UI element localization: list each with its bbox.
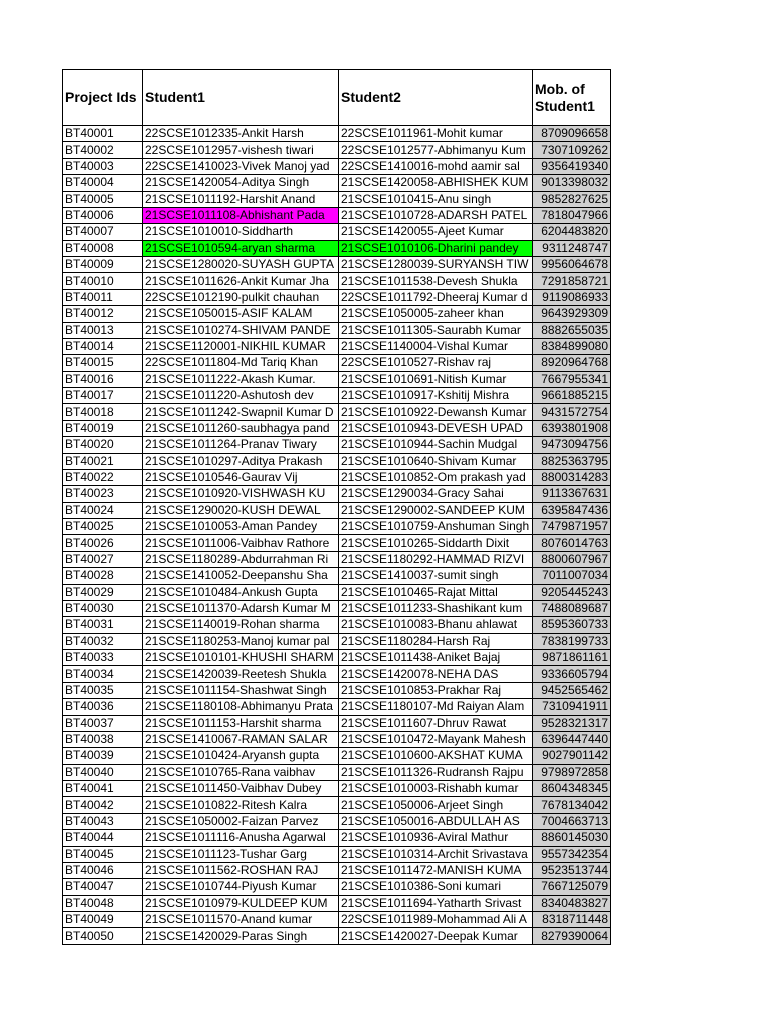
mobile-cell[interactable]: 9356419340 (533, 158, 611, 174)
project-id-cell[interactable]: BT40013 (63, 322, 143, 338)
student1-cell[interactable]: 21SCSE1050015-ASIF KALAM (143, 306, 339, 322)
table-row (63, 486, 611, 502)
mobile-cell[interactable]: 8340483827 (533, 895, 611, 911)
mobile-cell[interactable]: 9473094756 (533, 437, 611, 453)
student1-cell[interactable]: 22SCSE1012335-Ankit Harsh (143, 126, 339, 142)
student1-cell[interactable]: 22SCSE1410023-Vivek Manoj yad (143, 158, 339, 174)
student2-cell[interactable]: 21SCSE1010386-Soni kumari (339, 879, 533, 895)
mobile-cell[interactable]: 9523513744 (533, 862, 611, 878)
table-row (63, 519, 611, 535)
table-row (63, 912, 611, 928)
table-row (63, 650, 611, 666)
student1-cell[interactable]: 21SCSE1011562-ROSHAN RAJ (143, 862, 339, 878)
table-row (63, 846, 611, 862)
student2-cell[interactable]: 21SCSE1011233-Shashikant kum (339, 600, 533, 616)
student2-cell[interactable]: 21SCSE1420027-Deepak Kumar (339, 928, 533, 944)
student1-cell[interactable]: 21SCSE1011154-Shashwat Singh (143, 682, 339, 698)
table-row (63, 781, 611, 797)
student2-cell[interactable]: 21SCSE1011305-Saurabh Kumar (339, 322, 533, 338)
student1-cell[interactable]: 21SCSE1180253-Manoj kumar pal (143, 633, 339, 649)
project-id-cell[interactable]: BT40040 (63, 764, 143, 780)
table-row (63, 142, 611, 158)
student1-cell[interactable]: 21SCSE1010484-Ankush Gupta (143, 584, 339, 600)
project-id-cell[interactable]: BT40039 (63, 748, 143, 764)
mobile-cell[interactable]: 8604348345 (533, 781, 611, 797)
project-id-cell[interactable]: BT40002 (63, 142, 143, 158)
mobile-cell[interactable]: 8825363795 (533, 453, 611, 469)
student1-cell[interactable]: 21SCSE1010920-VISHWASH KU (143, 486, 339, 502)
table-row (63, 126, 611, 142)
project-id-cell[interactable]: BT40034 (63, 666, 143, 682)
mobile-cell[interactable]: 7291858721 (533, 273, 611, 289)
project-id-cell[interactable]: BT40026 (63, 535, 143, 551)
student2-cell[interactable]: 21SCSE1420058-ABHISHEK KUM (339, 175, 533, 191)
project-id-cell[interactable]: BT40037 (63, 715, 143, 731)
table-row (63, 191, 611, 207)
student2-cell[interactable]: 21SCSE1011694-Yatharth Srivast (339, 895, 533, 911)
table-row (63, 764, 611, 780)
mobile-cell[interactable]: 7307109262 (533, 142, 611, 158)
project-id-cell[interactable]: BT40017 (63, 388, 143, 404)
student2-cell[interactable]: 21SCSE1010083-Bhanu ahlawat (339, 617, 533, 633)
mobile-cell[interactable]: 9871861161 (533, 650, 611, 666)
student2-cell[interactable]: 21SCSE1011472-MANISH KUMA (339, 862, 533, 878)
student1-cell[interactable]: 22SCSE1011804-Md Tariq Khan (143, 355, 339, 371)
student1-cell[interactable]: 21SCSE1420054-Aditya Singh (143, 175, 339, 191)
project-id-cell[interactable]: BT40006 (63, 207, 143, 223)
project-id-cell[interactable]: BT40015 (63, 355, 143, 371)
table-row (63, 600, 611, 616)
table-row (63, 879, 611, 895)
table-row (63, 175, 611, 191)
student1-cell[interactable]: 21SCSE1010822-Ritesh Kalra (143, 797, 339, 813)
student1-cell[interactable]: 21SCSE1011570-Anand kumar (143, 912, 339, 928)
header-row (63, 70, 611, 126)
project-id-cell[interactable]: BT40033 (63, 650, 143, 666)
mobile-cell[interactable]: 9311248747 (533, 240, 611, 256)
mobile-cell[interactable]: 7011007034 (533, 568, 611, 584)
student1-cell[interactable]: 21SCSE1011450-Vaibhav Dubey (143, 781, 339, 797)
project-id-cell[interactable]: BT40011 (63, 289, 143, 305)
mobile-cell[interactable]: 7838199733 (533, 633, 611, 649)
mobile-cell[interactable]: 9119086933 (533, 289, 611, 305)
student2-cell[interactable]: 21SCSE1280039-SURYANSH TIW (339, 257, 533, 273)
mobile-cell[interactable]: 9431572754 (533, 404, 611, 420)
header-student2[interactable]: Student2 (339, 70, 533, 126)
student1-cell[interactable]: 21SCSE1010424-Aryansh gupta (143, 748, 339, 764)
student1-cell[interactable]: 21SCSE1410067-RAMAN SALAR (143, 731, 339, 747)
student1-cell[interactable]: 21SCSE1280020-SUYASH GUPTA (143, 257, 339, 273)
mobile-cell[interactable]: 8318711448 (533, 912, 611, 928)
mobile-cell[interactable]: 7667125079 (533, 879, 611, 895)
student2-cell[interactable]: 21SCSE1010728-ADARSH PATEL (339, 207, 533, 223)
mobile-cell[interactable]: 6396447440 (533, 731, 611, 747)
table-row (63, 584, 611, 600)
table-row (63, 830, 611, 846)
header-student1[interactable]: Student1 (143, 70, 339, 126)
table-row (63, 699, 611, 715)
mobile-cell[interactable]: 9852827625 (533, 191, 611, 207)
table-body (63, 126, 611, 945)
project-id-cell[interactable]: BT40028 (63, 568, 143, 584)
student2-cell[interactable]: 21SCSE1050005-zaheer khan (339, 306, 533, 322)
table-row (63, 338, 611, 354)
table-row (63, 797, 611, 813)
project-id-cell[interactable]: BT40024 (63, 502, 143, 518)
project-id-cell[interactable]: BT40030 (63, 600, 143, 616)
project-id-cell[interactable]: BT40042 (63, 797, 143, 813)
project-id-cell[interactable]: BT40008 (63, 240, 143, 256)
student1-cell[interactable]: 21SCSE1010744-Piyush Kumar (143, 879, 339, 895)
student1-cell[interactable]: 21SCSE1010010-Siddharth (143, 224, 339, 240)
student1-cell[interactable]: 21SCSE1010053-Aman Pandey (143, 519, 339, 535)
mobile-cell[interactable]: 8882655035 (533, 322, 611, 338)
table-row (63, 551, 611, 567)
student2-cell[interactable]: 21SCSE1050016-ABDULLAH AS (339, 813, 533, 829)
table-row (63, 928, 611, 944)
project-id-cell[interactable]: BT40047 (63, 879, 143, 895)
table-row (63, 158, 611, 174)
mobile-cell[interactable]: 9956064678 (533, 257, 611, 273)
student1-cell[interactable]: 21SCSE1420029-Paras Singh (143, 928, 339, 944)
student1-cell[interactable]: 21SCSE1011242-Swapnil Kumar D (143, 404, 339, 420)
student1-cell[interactable]: 21SCSE1140019-Rohan sharma (143, 617, 339, 633)
mobile-cell[interactable]: 9113367631 (533, 486, 611, 502)
table-row (63, 453, 611, 469)
table-row (63, 617, 611, 633)
project-id-cell[interactable]: BT40044 (63, 830, 143, 846)
mobile-cell[interactable]: 9557342354 (533, 846, 611, 862)
project-id-cell[interactable]: BT40038 (63, 731, 143, 747)
mobile-cell[interactable]: 9205445243 (533, 584, 611, 600)
student1-cell[interactable]: 21SCSE1290020-KUSH DEWAL (143, 502, 339, 518)
student2-cell[interactable]: 21SCSE1010853-Prakhar Raj (339, 682, 533, 698)
mobile-cell[interactable]: 7310941911 (533, 699, 611, 715)
table-row (63, 633, 611, 649)
project-id-cell[interactable]: BT40025 (63, 519, 143, 535)
mobile-cell[interactable]: 9798972858 (533, 764, 611, 780)
student2-cell[interactable]: 21SCSE1010600-AKSHAT KUMA (339, 748, 533, 764)
student1-cell[interactable]: 21SCSE1011260-saubhagya pand (143, 420, 339, 436)
student2-cell[interactable]: 21SCSE1010691-Nitish Kumar (339, 371, 533, 387)
table-row (63, 322, 611, 338)
student2-cell[interactable]: 21SCSE1410037-sumit singh (339, 568, 533, 584)
project-id-cell[interactable]: BT40012 (63, 306, 143, 322)
student2-cell[interactable]: 21SCSE1010465-Rajat Mittal (339, 584, 533, 600)
student2-cell[interactable]: 21SCSE1010003-Rishabh kumar (339, 781, 533, 797)
student1-cell[interactable]: 21SCSE1010297-Aditya Prakash (143, 453, 339, 469)
mobile-cell[interactable]: 7488089687 (533, 600, 611, 616)
student2-cell[interactable]: 21SCSE1420055-Ajeet Kumar (339, 224, 533, 240)
mobile-cell[interactable]: 9661885215 (533, 388, 611, 404)
mobile-cell[interactable]: 7479871957 (533, 519, 611, 535)
table-row (63, 289, 611, 305)
table-row (63, 257, 611, 273)
student1-cell[interactable]: 21SCSE1420039-Reetesh Shukla (143, 666, 339, 682)
student1-cell[interactable]: 21SCSE1011153-Harshit sharma (143, 715, 339, 731)
student2-cell[interactable]: 21SCSE1010944-Sachin Mudgal (339, 437, 533, 453)
project-id-cell[interactable]: BT40007 (63, 224, 143, 240)
table-row (63, 895, 611, 911)
student1-cell[interactable]: 21SCSE1050002-Faizan Parvez (143, 813, 339, 829)
project-id-cell[interactable]: BT40036 (63, 699, 143, 715)
project-id-cell[interactable]: BT40020 (63, 437, 143, 453)
mobile-cell[interactable]: 6393801908 (533, 420, 611, 436)
mobile-cell[interactable]: 8384899080 (533, 338, 611, 354)
student1-cell[interactable]: 21SCSE1010274-SHIVAM PANDE (143, 322, 339, 338)
student2-cell[interactable]: 21SCSE1010106-Dharini pandey (339, 240, 533, 256)
student1-cell[interactable]: 21SCSE1120001-NIKHIL KUMAR (143, 338, 339, 354)
project-id-cell[interactable]: BT40018 (63, 404, 143, 420)
project-id-cell[interactable]: BT40027 (63, 551, 143, 567)
project-id-cell[interactable]: BT40031 (63, 617, 143, 633)
header-project-ids[interactable]: Project Ids (63, 70, 143, 126)
student2-cell[interactable]: 21SCSE1010640-Shivam Kumar (339, 453, 533, 469)
project-id-cell[interactable]: BT40032 (63, 633, 143, 649)
student2-cell[interactable]: 21SCSE1180292-HAMMAD RIZVI (339, 551, 533, 567)
student1-cell[interactable]: 22SCSE1012957-vishesh tiwari (143, 142, 339, 158)
student2-cell[interactable]: 21SCSE1010314-Archit Srivastava (339, 846, 533, 862)
project-id-cell[interactable]: BT40004 (63, 175, 143, 191)
student2-cell[interactable]: 21SCSE1050006-Arjeet Singh (339, 797, 533, 813)
mobile-cell[interactable]: 7818047966 (533, 207, 611, 223)
table-row (63, 437, 611, 453)
student2-cell[interactable]: 21SCSE1010265-Siddarth Dixit (339, 535, 533, 551)
project-id-cell[interactable]: BT40041 (63, 781, 143, 797)
table-row (63, 273, 611, 289)
mobile-cell[interactable]: 8860145030 (533, 830, 611, 846)
mobile-cell[interactable]: 7004663713 (533, 813, 611, 829)
student1-cell[interactable]: 21SCSE1011222-Akash Kumar. (143, 371, 339, 387)
table-row (63, 862, 611, 878)
project-id-cell[interactable]: BT40005 (63, 191, 143, 207)
mobile-cell[interactable]: 7678134042 (533, 797, 611, 813)
student2-cell[interactable]: 21SCSE1011607-Dhruv Rawat (339, 715, 533, 731)
student2-cell[interactable]: 22SCSE1011961-Mohit kumar (339, 126, 533, 142)
project-id-cell[interactable]: BT40045 (63, 846, 143, 862)
table-row (63, 207, 611, 223)
project-id-cell[interactable]: BT40009 (63, 257, 143, 273)
student1-cell[interactable]: 21SCSE1011108-Abhishant Pada (143, 207, 339, 223)
table-row (63, 715, 611, 731)
project-id-cell[interactable]: BT40043 (63, 813, 143, 829)
mobile-cell[interactable]: 9013398032 (533, 175, 611, 191)
project-id-cell[interactable]: BT40023 (63, 486, 143, 502)
table-row (63, 568, 611, 584)
mobile-cell[interactable]: 9643929309 (533, 306, 611, 322)
mobile-cell[interactable]: 6204483820 (533, 224, 611, 240)
student2-cell[interactable]: 21SCSE1010936-Aviral Mathur (339, 830, 533, 846)
mobile-cell[interactable]: 8920964768 (533, 355, 611, 371)
mobile-cell[interactable]: 7667955341 (533, 371, 611, 387)
mobile-cell[interactable]: 8076014763 (533, 535, 611, 551)
project-id-cell[interactable]: BT40035 (63, 682, 143, 698)
student1-cell[interactable]: 21SCSE1011626-Ankit Kumar Jha (143, 273, 339, 289)
student2-cell[interactable]: 21SCSE1010922-Dewansh Kumar (339, 404, 533, 420)
student2-cell[interactable]: 21SCSE1140004-Vishal Kumar (339, 338, 533, 354)
student1-cell[interactable]: 21SCSE1180108-Abhimanyu Prata (143, 699, 339, 715)
project-id-cell[interactable]: BT40022 (63, 469, 143, 485)
student2-cell[interactable]: 22SCSE1011792-Dheeraj Kumar d (339, 289, 533, 305)
student2-cell[interactable]: 21SCSE1290034-Gracy Sahai (339, 486, 533, 502)
student1-cell[interactable]: 21SCSE1011264-Pranav Tiwary (143, 437, 339, 453)
project-id-cell[interactable]: BT40050 (63, 928, 143, 944)
mobile-cell[interactable]: 9027901142 (533, 748, 611, 764)
student2-cell[interactable]: 22SCSE1011989-Mohammad Ali A (339, 912, 533, 928)
mobile-cell[interactable]: 6395847436 (533, 502, 611, 518)
table-row (63, 731, 611, 747)
student1-cell[interactable]: 21SCSE1011123-Tushar Garg (143, 846, 339, 862)
project-id-cell[interactable]: BT40016 (63, 371, 143, 387)
project-id-cell[interactable]: BT40014 (63, 338, 143, 354)
student1-cell[interactable]: 21SCSE1010546-Gaurav Vij (143, 469, 339, 485)
student1-cell[interactable]: 21SCSE1010594-aryan sharma (143, 240, 339, 256)
student2-cell[interactable]: 21SCSE1180284-Harsh Raj (339, 633, 533, 649)
student2-cell[interactable]: 21SCSE1011438-Aniket Bajaj (339, 650, 533, 666)
student2-cell[interactable]: 21SCSE1010943-DEVESH UPAD (339, 420, 533, 436)
table-row (63, 748, 611, 764)
student2-cell[interactable]: 22SCSE1012577-Abhimanyu Kum (339, 142, 533, 158)
mobile-cell[interactable]: 9528321317 (533, 715, 611, 731)
project-id-cell[interactable]: BT40048 (63, 895, 143, 911)
table-row (63, 420, 611, 436)
project-sheet-table (62, 69, 611, 945)
mobile-cell[interactable]: 8279390064 (533, 928, 611, 944)
student1-cell[interactable]: 21SCSE1011116-Anusha Agarwal (143, 830, 339, 846)
project-id-cell[interactable]: BT40019 (63, 420, 143, 436)
mobile-cell[interactable]: 9452565462 (533, 682, 611, 698)
student2-cell[interactable]: 21SCSE1180107-Md Raiyan Alam (339, 699, 533, 715)
table-row (63, 224, 611, 240)
student2-cell[interactable]: 21SCSE1010852-Om prakash yad (339, 469, 533, 485)
table-row (63, 355, 611, 371)
student1-cell[interactable]: 21SCSE1011192-Harshit Anand (143, 191, 339, 207)
student2-cell[interactable]: 21SCSE1011538-Devesh Shukla (339, 273, 533, 289)
table-row (63, 240, 611, 256)
student2-cell[interactable]: 22SCSE1010527-Rishav raj (339, 355, 533, 371)
student1-cell[interactable]: 21SCSE1180289-Abdurrahman Ri (143, 551, 339, 567)
student1-cell[interactable]: 21SCSE1010979-KULDEEP KUM (143, 895, 339, 911)
project-id-cell[interactable]: BT40010 (63, 273, 143, 289)
student1-cell[interactable]: 22SCSE1012190-pulkit chauhan (143, 289, 339, 305)
student1-cell[interactable]: 21SCSE1410052-Deepanshu Sha (143, 568, 339, 584)
student1-cell[interactable]: 21SCSE1011220-Ashutosh dev (143, 388, 339, 404)
mobile-cell[interactable]: 8709096658 (533, 126, 611, 142)
table-row (63, 535, 611, 551)
table-row (63, 502, 611, 518)
student1-cell[interactable]: 21SCSE1010765-Rana vaibhav (143, 764, 339, 780)
project-id-cell[interactable]: BT40029 (63, 584, 143, 600)
student2-cell[interactable]: 21SCSE1420078-NEHA DAS (339, 666, 533, 682)
project-id-cell[interactable]: BT40049 (63, 912, 143, 928)
project-id-cell[interactable]: BT40021 (63, 453, 143, 469)
table-row (63, 388, 611, 404)
student2-cell[interactable]: 22SCSE1410016-mohd aamir sal (339, 158, 533, 174)
mobile-cell[interactable]: 8800314283 (533, 469, 611, 485)
mobile-cell[interactable]: 8595360733 (533, 617, 611, 633)
student2-cell[interactable]: 21SCSE1290002-SANDEEP KUM (339, 502, 533, 518)
project-id-cell[interactable]: BT40046 (63, 862, 143, 878)
project-id-cell[interactable]: BT40003 (63, 158, 143, 174)
table-row (63, 666, 611, 682)
student2-cell[interactable]: 21SCSE1010917-Kshitij Mishra (339, 388, 533, 404)
project-id-cell[interactable]: BT40001 (63, 126, 143, 142)
student1-cell[interactable]: 21SCSE1010101-KHUSHI SHARM (143, 650, 339, 666)
mobile-cell[interactable]: 8800607967 (533, 551, 611, 567)
table-row (63, 813, 611, 829)
table-row (63, 404, 611, 420)
mobile-cell[interactable]: 9336605794 (533, 666, 611, 682)
table-row (63, 682, 611, 698)
student1-cell[interactable]: 21SCSE1011370-Adarsh Kumar M (143, 600, 339, 616)
header-mobile[interactable]: Mob. of Student1 (533, 70, 611, 126)
student2-cell[interactable]: 21SCSE1010472-Mayank Mahesh (339, 731, 533, 747)
student1-cell[interactable]: 21SCSE1011006-Vaibhav Rathore (143, 535, 339, 551)
table-row (63, 371, 611, 387)
student2-cell[interactable]: 21SCSE1010415-Anu singh (339, 191, 533, 207)
student2-cell[interactable]: 21SCSE1010759-Anshuman Singh (339, 519, 533, 535)
table-row (63, 306, 611, 322)
student2-cell[interactable]: 21SCSE1011326-Rudransh Rajpu (339, 764, 533, 780)
table-row (63, 469, 611, 485)
